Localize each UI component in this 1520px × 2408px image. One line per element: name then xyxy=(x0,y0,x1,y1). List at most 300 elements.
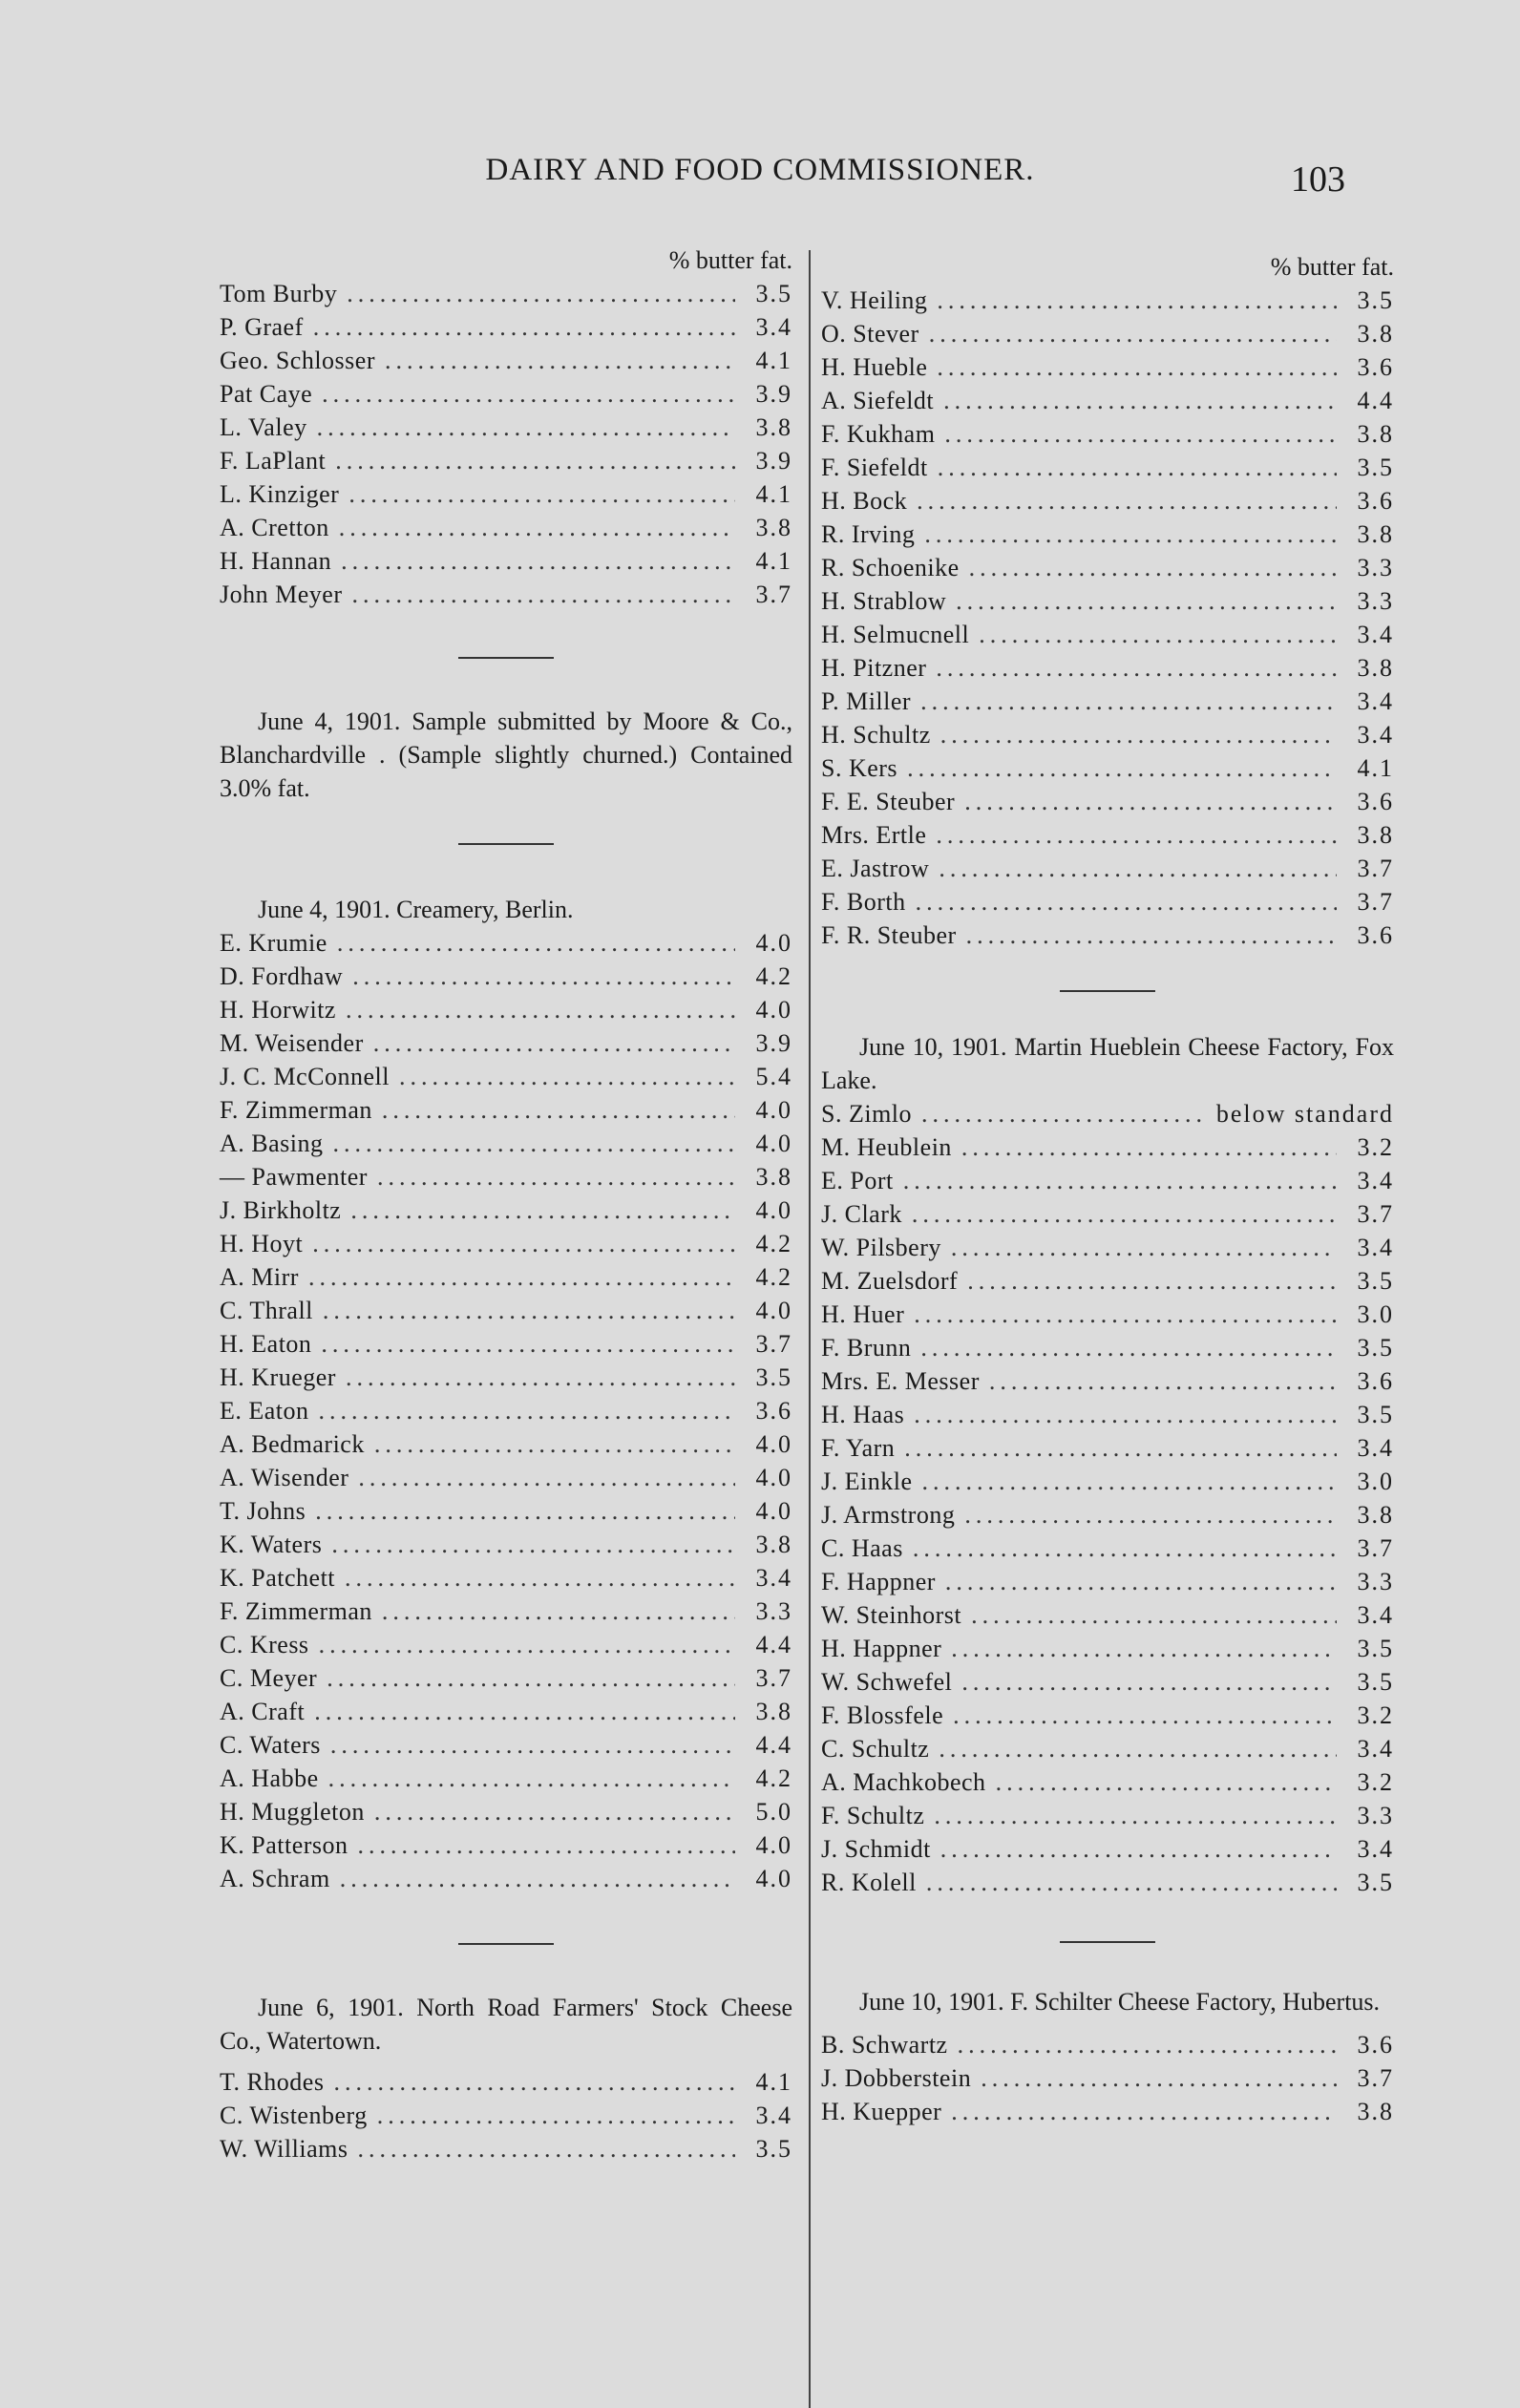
column-divider xyxy=(809,250,811,2408)
list-item xyxy=(220,926,792,960)
dot-leader xyxy=(961,1665,1337,1699)
list-item xyxy=(821,1097,1394,1130)
dot-leader xyxy=(377,2099,735,2132)
entry-name: Pat Caye xyxy=(220,380,313,408)
list-item xyxy=(220,1561,792,1595)
entry-list xyxy=(220,277,792,611)
dot-leader xyxy=(347,277,735,310)
dot-leader xyxy=(921,1097,1207,1130)
entry-name: A. Machkobech xyxy=(821,1768,986,1796)
list-item xyxy=(220,444,792,477)
list-item xyxy=(821,685,1394,718)
dot-leader xyxy=(315,1494,735,1528)
entry-name: E. Port xyxy=(821,1167,894,1194)
entry-name: H. Hannan xyxy=(220,547,332,575)
list-item xyxy=(821,417,1394,451)
list-item xyxy=(821,518,1394,551)
list-item xyxy=(220,2099,792,2132)
dot-leader xyxy=(385,344,735,377)
entry-name: F. Blossfele xyxy=(821,1701,944,1729)
dot-leader xyxy=(374,1795,735,1828)
dot-leader xyxy=(936,818,1337,852)
section-heading: June 10, 1901. F. Schilter Cheese Factory, Hubertus. xyxy=(859,1988,1381,2016)
dot-leader xyxy=(327,1661,735,1695)
list-item xyxy=(821,317,1394,350)
list-item xyxy=(220,1528,792,1561)
butter-fat-value: 5.0 xyxy=(755,1798,792,1826)
list-item xyxy=(220,544,792,578)
entry-name: F. Happner xyxy=(821,1568,936,1595)
dot-leader xyxy=(938,451,1337,484)
list-item xyxy=(220,277,792,310)
dot-leader xyxy=(358,1828,735,1862)
list-item xyxy=(821,1598,1394,1632)
list-item xyxy=(821,852,1394,885)
dot-leader xyxy=(944,417,1337,451)
list-item xyxy=(220,477,792,511)
butter-fat-value: 3.4 xyxy=(755,2102,792,2129)
entry-name: R. Kolell xyxy=(821,1869,917,1896)
butter-fat-value: 3.3 xyxy=(1357,1802,1394,1829)
butter-fat-value: 3.5 xyxy=(755,1363,792,1391)
entry-name: H. Happner xyxy=(821,1635,942,1662)
dot-leader xyxy=(323,1294,735,1327)
list-item xyxy=(821,1498,1394,1531)
entry-name: F. Yarn xyxy=(821,1434,896,1462)
dot-leader xyxy=(339,511,735,544)
list-item xyxy=(220,1762,792,1795)
entry-name: F. Schultz xyxy=(821,1802,925,1829)
butter-fat-value: 4.2 xyxy=(755,1230,792,1257)
dot-leader xyxy=(937,350,1337,384)
dot-leader xyxy=(358,1461,735,1494)
list-item xyxy=(821,2028,1394,2061)
entry-name: W. Williams xyxy=(220,2135,348,2163)
entry-name: A. Basing xyxy=(220,1130,324,1157)
entry-name: H. Selmucnell xyxy=(821,621,970,648)
entry-name: K. Waters xyxy=(220,1531,323,1558)
entry-name: Geo. Schlosser xyxy=(220,347,375,374)
butter-fat-value: 4.0 xyxy=(755,1130,792,1157)
dot-leader xyxy=(953,1699,1337,1732)
butter-fat-value: 3.2 xyxy=(1357,1768,1394,1796)
list-item xyxy=(220,344,792,377)
entry-name: H. Krueger xyxy=(220,1363,336,1391)
entry-name: W. Steinhorst xyxy=(821,1601,962,1629)
left-column xyxy=(220,243,792,2165)
entry-list xyxy=(821,284,1394,952)
butter-fat-value: 3.6 xyxy=(1357,487,1394,515)
dot-leader xyxy=(333,1127,736,1160)
dot-leader xyxy=(934,1799,1337,1832)
entry-name: F. LaPlant xyxy=(220,447,327,475)
butter-fat-value: 4.4 xyxy=(755,1731,792,1759)
butter-fat-value: 3.4 xyxy=(1357,1234,1394,1261)
entry-name: E. Jastrow xyxy=(821,855,930,882)
butter-fat-value: 3.9 xyxy=(755,447,792,475)
dot-leader xyxy=(331,1528,735,1561)
butter-fat-value: 3.6 xyxy=(1357,2031,1394,2059)
butter-fat-value: 3.5 xyxy=(1357,1869,1394,1896)
entry-name: J. Birkholtz xyxy=(220,1196,342,1224)
dot-leader xyxy=(920,1331,1337,1364)
list-item xyxy=(821,1632,1394,1665)
dot-leader xyxy=(989,1364,1337,1398)
entry-name: E. Krumie xyxy=(220,929,327,957)
dot-leader xyxy=(373,1026,735,1060)
butter-fat-value: 3.7 xyxy=(755,1330,792,1358)
entry-name: — Pawmenter xyxy=(220,1163,368,1191)
list-item xyxy=(220,578,792,611)
list-item xyxy=(821,1197,1394,1231)
butter-fat-value: 3.8 xyxy=(755,1163,792,1191)
dot-leader xyxy=(966,919,1337,952)
entry-name: O. Stever xyxy=(821,320,919,348)
entry-name: H. Pitzner xyxy=(821,654,927,682)
list-item xyxy=(821,1130,1394,1164)
dot-leader xyxy=(313,310,735,344)
butter-fat-value: 4.0 xyxy=(755,1497,792,1525)
butter-fat-value: 3.4 xyxy=(1357,687,1394,715)
entry-name: H. Muggleton xyxy=(220,1798,365,1826)
entry-name: J. Schmidt xyxy=(821,1835,931,1863)
list-item xyxy=(220,1628,792,1661)
butter-fat-value: 3.5 xyxy=(1357,1267,1394,1295)
butter-fat-value: 4.1 xyxy=(755,547,792,575)
dot-leader xyxy=(382,1093,735,1127)
list-item xyxy=(821,785,1394,818)
list-item xyxy=(821,1364,1394,1398)
entry-name: H. Haas xyxy=(821,1401,905,1428)
butter-fat-value: 3.7 xyxy=(1357,888,1394,916)
entry-name: V. Heiling xyxy=(821,286,928,314)
entry-name: K. Patterson xyxy=(220,1831,348,1859)
entry-list xyxy=(220,2065,792,2165)
entry-name: F. R. Steuber xyxy=(821,921,957,949)
dot-leader xyxy=(377,1160,735,1193)
list-item xyxy=(220,1294,792,1327)
dot-leader xyxy=(967,1264,1337,1298)
entry-name: H. Horwitz xyxy=(220,996,336,1024)
entry-name: J. Dobberstein xyxy=(821,2064,972,2092)
entry-name: A. Cretton xyxy=(220,514,329,541)
list-item xyxy=(220,1361,792,1394)
list-item xyxy=(821,885,1394,919)
dot-leader xyxy=(937,284,1337,317)
list-item xyxy=(821,1531,1394,1565)
butter-fat-value: 4.0 xyxy=(755,1297,792,1324)
entry-name: John Meyer xyxy=(220,581,343,608)
butter-fat-value: 3.5 xyxy=(755,280,792,307)
sample-note: June 4, 1901. Sample submitted by Moore & Co., Blanchardville . (Sample slightly churned.) Contained 3.0% fat. xyxy=(220,708,792,802)
entry-name: E. Eaton xyxy=(220,1397,309,1425)
butter-fat-value: 3.7 xyxy=(755,1664,792,1692)
butter-fat-value: 4.0 xyxy=(755,1096,792,1124)
list-item xyxy=(821,1665,1394,1699)
list-item xyxy=(220,1461,792,1494)
dot-leader xyxy=(328,1762,735,1795)
dot-leader xyxy=(945,1565,1337,1598)
section-heading: June 6, 1901. North Road Farmers' Stock Cheese Co., Watertown. xyxy=(220,1994,792,2055)
butter-fat-value: 3.5 xyxy=(1357,1401,1394,1428)
list-item xyxy=(220,1394,792,1427)
list-item xyxy=(821,919,1394,952)
dot-leader xyxy=(357,2132,735,2165)
dot-leader xyxy=(350,1193,735,1227)
butter-fat-value: 3.5 xyxy=(755,2135,792,2163)
butter-fat-value: 3.8 xyxy=(1357,420,1394,448)
dot-leader xyxy=(351,578,735,611)
entry-name: A. Habbe xyxy=(220,1764,319,1792)
butter-fat-value: 3.8 xyxy=(1357,821,1394,849)
entry-name: S. Kers xyxy=(821,754,898,782)
dot-leader xyxy=(345,1561,735,1595)
butter-fat-value: 4.0 xyxy=(755,1831,792,1859)
butter-fat-value: 4.0 xyxy=(755,1865,792,1892)
butter-fat-value: 3.9 xyxy=(755,1029,792,1057)
list-item xyxy=(220,960,792,993)
dot-leader xyxy=(924,518,1337,551)
list-item xyxy=(821,384,1394,417)
list-item xyxy=(220,1327,792,1361)
dot-leader xyxy=(399,1060,735,1093)
entry-name: C. Waters xyxy=(220,1731,321,1759)
list-item xyxy=(220,1828,792,1862)
dot-leader xyxy=(322,377,735,411)
entry-name: H. Kuepper xyxy=(821,2098,942,2125)
dot-leader xyxy=(917,484,1337,518)
dot-leader xyxy=(936,651,1337,685)
entry-name: C. Thrall xyxy=(220,1297,313,1324)
list-item xyxy=(821,751,1394,785)
entry-name: B. Schwartz xyxy=(821,2031,948,2059)
list-item xyxy=(821,451,1394,484)
entry-list xyxy=(821,2028,1394,2128)
list-item xyxy=(220,377,792,411)
list-item xyxy=(821,1732,1394,1765)
entry-name: Tom Burby xyxy=(220,280,338,307)
butter-fat-value: 3.2 xyxy=(1357,1133,1394,1161)
butter-fat-value: 4.2 xyxy=(755,1764,792,1792)
butter-fat-value: 3.8 xyxy=(1357,320,1394,348)
butter-fat-value: 3.4 xyxy=(1357,1434,1394,1462)
entry-name: D. Fordhaw xyxy=(220,962,344,990)
entry-name: T. Rhodes xyxy=(220,2068,325,2096)
dot-leader xyxy=(940,718,1337,751)
butter-fat-value: below standard xyxy=(1215,1100,1394,1128)
entry-name: F. Borth xyxy=(821,888,906,916)
butter-fat-value: 3.8 xyxy=(1357,654,1394,682)
entry-name: K. Patchett xyxy=(220,1564,336,1592)
entry-list xyxy=(220,926,792,1895)
section-heading: June 10, 1901. Martin Hueblein Cheese Factory, Fox Lake. xyxy=(821,1033,1394,1094)
list-item xyxy=(821,1565,1394,1598)
list-item xyxy=(821,651,1394,685)
entry-name: F. Kukham xyxy=(821,420,936,448)
butter-fat-value: 3.3 xyxy=(1357,587,1394,615)
list-item xyxy=(821,1231,1394,1264)
dot-leader xyxy=(920,685,1337,718)
butter-fat-value: 3.3 xyxy=(1357,1568,1394,1595)
list-item xyxy=(220,1728,792,1762)
list-item xyxy=(220,1227,792,1260)
list-item xyxy=(821,1431,1394,1465)
butter-fat-value: 3.8 xyxy=(755,1531,792,1558)
butter-fat-value: 3.6 xyxy=(1357,788,1394,815)
list-item xyxy=(821,2061,1394,2095)
dot-leader xyxy=(352,960,735,993)
butter-fat-value: 3.6 xyxy=(1357,353,1394,381)
dot-leader xyxy=(374,1427,735,1461)
dot-leader xyxy=(951,2095,1337,2128)
dot-leader xyxy=(341,544,735,578)
list-item xyxy=(220,1260,792,1294)
running-header: DAIRY AND FOOD COMMISSIONER. xyxy=(485,153,1035,187)
list-item xyxy=(821,1465,1394,1498)
list-item xyxy=(821,1799,1394,1832)
list-item xyxy=(220,993,792,1026)
section-heading: June 4, 1901. Creamery, Berlin. xyxy=(258,896,574,923)
dot-leader xyxy=(340,1862,735,1895)
entry-name: C. Schultz xyxy=(821,1735,930,1763)
butter-fat-value: 4.1 xyxy=(1357,754,1394,782)
butter-fat-value: 4.1 xyxy=(755,347,792,374)
dot-leader xyxy=(951,1231,1337,1264)
butter-fat-value: 3.5 xyxy=(1357,1668,1394,1696)
butter-fat-value: 3.4 xyxy=(755,1564,792,1592)
butter-fat-value: 3.4 xyxy=(1357,1835,1394,1863)
entry-name: C. Meyer xyxy=(220,1664,318,1692)
entry-name: C. Haas xyxy=(821,1534,903,1562)
entry-name: L. Valey xyxy=(220,413,307,441)
butter-fat-value: 5.4 xyxy=(755,1063,792,1090)
entry-name: F. Zimmerman xyxy=(220,1597,372,1625)
dot-leader xyxy=(940,1832,1337,1866)
entry-name: F. Brunn xyxy=(821,1334,912,1362)
butter-fat-value: 3.8 xyxy=(755,413,792,441)
butter-fat-value: 4.0 xyxy=(755,996,792,1024)
entry-name: F. Siefeldt xyxy=(821,454,928,481)
dot-leader xyxy=(964,785,1337,818)
entry-name: Mrs. E. Messer xyxy=(821,1367,980,1395)
butter-fat-value: 3.4 xyxy=(1357,1735,1394,1763)
list-item xyxy=(220,1127,792,1160)
butter-fat-value: 4.0 xyxy=(755,1196,792,1224)
entry-name: M. Weisender xyxy=(220,1029,364,1057)
entry-name: W. Schwefel xyxy=(821,1668,953,1696)
list-item xyxy=(220,1160,792,1193)
list-item xyxy=(821,1298,1394,1331)
entry-name: A. Mirr xyxy=(220,1263,299,1291)
entry-name: R. Irving xyxy=(821,520,916,548)
butter-fat-value: 4.2 xyxy=(755,962,792,990)
entry-name: W. Pilsbery xyxy=(821,1234,941,1261)
list-item xyxy=(821,618,1394,651)
butter-fat-value: 3.3 xyxy=(1357,554,1394,581)
list-item xyxy=(220,2065,792,2099)
list-item xyxy=(220,1494,792,1528)
dot-leader xyxy=(996,1765,1337,1799)
dot-leader xyxy=(916,885,1337,919)
butter-fat-value: 4.1 xyxy=(755,2068,792,2096)
butter-fat-value: 3.8 xyxy=(755,514,792,541)
butter-fat-value: 3.4 xyxy=(755,313,792,341)
list-item xyxy=(220,1427,792,1461)
list-item xyxy=(220,310,792,344)
dot-leader xyxy=(943,384,1337,417)
butter-fat-value: 4.0 xyxy=(755,1430,792,1458)
entry-name: P. Graef xyxy=(220,313,304,341)
dot-leader xyxy=(907,751,1337,785)
list-item xyxy=(821,350,1394,384)
entry-name: H. Huer xyxy=(821,1300,905,1328)
list-item xyxy=(821,551,1394,584)
butter-fat-value: 3.8 xyxy=(1357,1501,1394,1529)
dot-leader xyxy=(314,1695,735,1728)
dot-leader xyxy=(981,2061,1337,2095)
butter-fat-value: 4.4 xyxy=(1357,387,1394,414)
butter-fat-value: 3.7 xyxy=(1357,1534,1394,1562)
butter-fat-value: 3.4 xyxy=(1357,1601,1394,1629)
entry-name: J. Armstrong xyxy=(821,1501,956,1529)
entry-name: H. Strablow xyxy=(821,587,947,615)
dot-leader xyxy=(929,317,1337,350)
list-item xyxy=(821,1264,1394,1298)
page-number: 103 xyxy=(1291,159,1345,200)
entry-name: A. Bedmarick xyxy=(220,1430,365,1458)
dot-leader xyxy=(346,993,735,1026)
butter-fat-value: 3.5 xyxy=(1357,1334,1394,1362)
list-item xyxy=(821,818,1394,852)
entry-name: M. Zuelsdorf xyxy=(821,1267,959,1295)
list-item xyxy=(220,411,792,444)
butter-fat-value: 3.5 xyxy=(1357,286,1394,314)
butter-fat-value: 3.4 xyxy=(1357,621,1394,648)
butter-fat-value: 4.2 xyxy=(755,1263,792,1291)
entry-name: J. Einkle xyxy=(821,1468,913,1495)
dot-leader xyxy=(914,1298,1337,1331)
list-item xyxy=(220,1695,792,1728)
dot-leader xyxy=(951,1632,1337,1665)
list-item xyxy=(821,718,1394,751)
list-item xyxy=(220,1060,792,1093)
butter-fat-value: 4.4 xyxy=(755,1631,792,1658)
butter-fat-value: 4.0 xyxy=(755,1464,792,1491)
butter-fat-value: 3.9 xyxy=(755,380,792,408)
list-item xyxy=(220,1093,792,1127)
entry-name: J. Clark xyxy=(821,1200,902,1228)
dot-leader xyxy=(330,1728,735,1762)
butter-fat-value: 3.0 xyxy=(1357,1300,1394,1328)
entry-name: A. Wisender xyxy=(220,1464,349,1491)
butter-fat-value: 3.8 xyxy=(1357,520,1394,548)
list-item xyxy=(220,1595,792,1628)
dot-leader xyxy=(979,618,1337,651)
butter-fat-value: 3.3 xyxy=(755,1597,792,1625)
dot-leader xyxy=(912,1197,1337,1231)
dot-leader xyxy=(312,1227,735,1260)
entry-name: H. Bock xyxy=(821,487,908,515)
list-item xyxy=(821,1699,1394,1732)
dot-leader xyxy=(317,411,735,444)
list-item xyxy=(220,2132,792,2165)
entry-name: Mrs. Ertle xyxy=(821,821,927,849)
dot-leader xyxy=(913,1531,1337,1565)
entry-name: S. Zimlo xyxy=(821,1100,913,1128)
dot-leader xyxy=(939,1732,1337,1765)
dot-leader xyxy=(964,1498,1337,1531)
butter-fat-value: 3.4 xyxy=(1357,721,1394,749)
